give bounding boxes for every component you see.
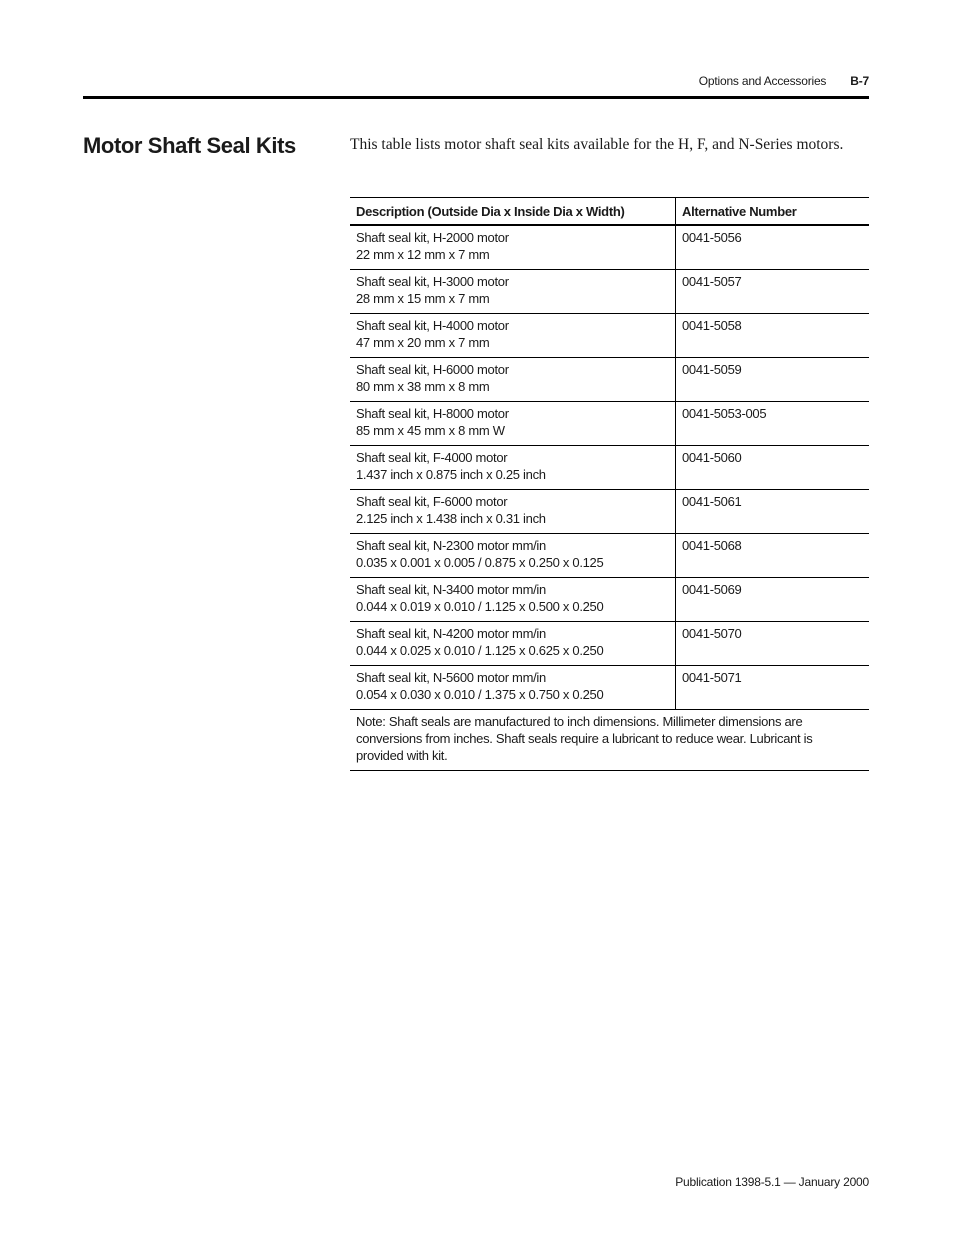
kit-name: Shaft seal kit, F-6000 motor (356, 494, 508, 509)
table-row (350, 622, 869, 666)
table-header-row (350, 198, 869, 226)
page-number: B-7 (850, 74, 869, 88)
kit-dimensions: 0.035 x 0.001 x 0.005 / 0.875 x 0.250 x 0.125 (356, 555, 604, 570)
kit-name: Shaft seal kit, F-4000 motor (356, 450, 508, 465)
kit-description-cell (350, 358, 676, 402)
kit-dimensions: 47 mm x 20 mm x 7 mm (356, 335, 490, 350)
section-title: Motor Shaft Seal Kits (83, 133, 296, 158)
kit-number-cell: 0041-5057 (676, 270, 870, 314)
kit-description-cell (350, 666, 676, 710)
column-header-number: Alternative Number (676, 198, 870, 226)
seal-kits-table (350, 197, 869, 771)
header-rule (83, 96, 869, 99)
kit-dimensions: 22 mm x 12 mm x 7 mm (356, 247, 490, 262)
kit-number-cell: 0041-5058 (676, 314, 870, 358)
kit-dimensions: 2.125 inch x 1.438 inch x 0.31 inch (356, 511, 546, 526)
publication-footer: Publication 1398-5.1 — January 2000 (675, 1175, 869, 1189)
table-row (350, 225, 869, 270)
kit-number-cell: 0041-5061 (676, 490, 870, 534)
kit-number-cell: 0041-5053-005 (676, 402, 870, 446)
kit-description-cell (350, 446, 676, 490)
kit-name: Shaft seal kit, H-8000 motor (356, 406, 509, 421)
kit-dimensions: 85 mm x 45 mm x 8 mm W (356, 423, 505, 438)
kit-description-cell (350, 490, 676, 534)
table-row (350, 402, 869, 446)
kit-number-cell: 0041-5069 (676, 578, 870, 622)
kit-name: Shaft seal kit, N-5600 motor mm/in (356, 670, 546, 685)
table-row (350, 446, 869, 490)
kit-name: Shaft seal kit, N-2300 motor mm/in (356, 538, 546, 553)
table-row (350, 490, 869, 534)
kit-dimensions: 28 mm x 15 mm x 7 mm (356, 291, 490, 306)
table-row (350, 666, 869, 710)
kit-dimensions: 0.044 x 0.019 x 0.010 / 1.125 x 0.500 x 0.250 (356, 599, 604, 614)
kit-number-cell: 0041-5056 (676, 225, 870, 270)
table-row (350, 534, 869, 578)
kit-dimensions: 0.054 x 0.030 x 0.010 / 1.375 x 0.750 x 0.250 (356, 687, 604, 702)
table-note-row (350, 710, 869, 771)
kit-description-cell (350, 270, 676, 314)
kit-dimensions: 80 mm x 38 mm x 8 mm (356, 379, 490, 394)
intro-paragraph: This table lists motor shaft seal kits available for the H, F, and N-Series motors. (350, 136, 844, 153)
table-row (350, 314, 869, 358)
kit-name: Shaft seal kit, H-2000 motor (356, 230, 509, 245)
kit-description-cell (350, 578, 676, 622)
table-body (350, 225, 869, 710)
header-section: Options and Accessories (698, 74, 827, 88)
kit-description-cell (350, 314, 676, 358)
kit-name: Shaft seal kit, H-6000 motor (356, 362, 509, 377)
column-header-description: Description (Outside Dia x Inside Dia x Width) (350, 198, 676, 226)
table-row (350, 358, 869, 402)
kit-number-cell: 0041-5070 (676, 622, 870, 666)
kit-name: Shaft seal kit, H-4000 motor (356, 318, 509, 333)
kit-description-cell (350, 225, 676, 270)
table-row (350, 270, 869, 314)
table-note: Note: Shaft seals are manufactured to inch dimensions. Millimeter dimensions are conversions from inches. Shaft seals require a lubricant to reduce wear. Lubricant is provided with kit. (350, 710, 869, 771)
kit-description-cell (350, 622, 676, 666)
kit-number-cell: 0041-5059 (676, 358, 870, 402)
table-row (350, 578, 869, 622)
kit-dimensions: 0.044 x 0.025 x 0.010 / 1.125 x 0.625 x 0.250 (356, 643, 604, 658)
kit-name: Shaft seal kit, N-3400 motor mm/in (356, 582, 546, 597)
running-header (699, 74, 869, 88)
kit-name: Shaft seal kit, H-3000 motor (356, 274, 509, 289)
kit-description-cell (350, 402, 676, 446)
kit-number-cell: 0041-5071 (676, 666, 870, 710)
kit-dimensions: 1.437 inch x 0.875 inch x 0.25 inch (356, 467, 546, 482)
kit-description-cell (350, 534, 676, 578)
kit-name: Shaft seal kit, N-4200 motor mm/in (356, 626, 546, 641)
kit-number-cell: 0041-5060 (676, 446, 870, 490)
kit-number-cell: 0041-5068 (676, 534, 870, 578)
